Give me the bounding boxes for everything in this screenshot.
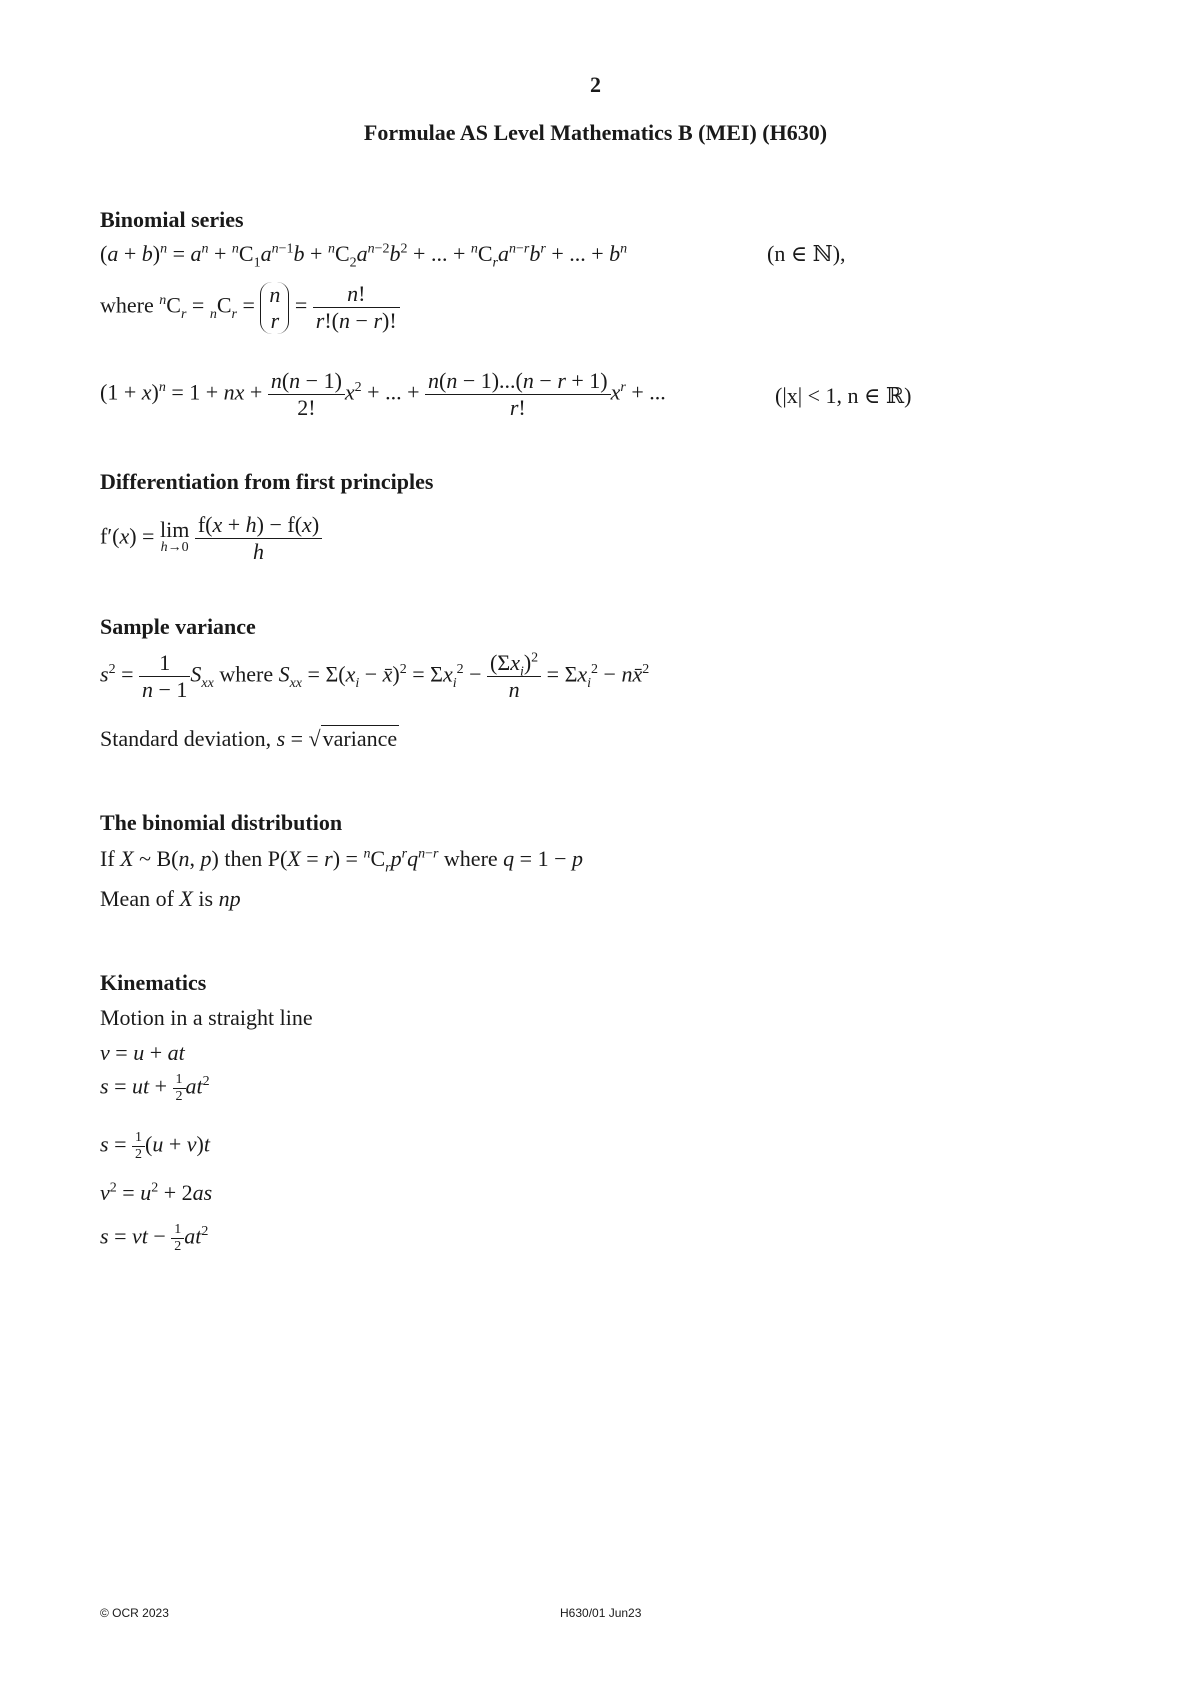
if-label: If <box>100 846 115 871</box>
binomial-expansion-formula: $(a + b)^n = a^n + ^nC_1a^{n-1}b + ^nC_2a^{n-2}b^2$ + ... + $^nC_ra^{n-r}b^r$ + ... + $b^n$ <box>100 241 628 271</box>
is-label: is <box>198 886 214 911</box>
standard-deviation-label: Standard deviation, <box>100 726 272 751</box>
footer-paper-code: H630/01 Jun23 <box>560 1606 642 1620</box>
where-label: where <box>100 292 154 318</box>
where-label: where <box>219 661 274 687</box>
suvat-equation-2: s = ut + $\frac{1}{2}$ $at^2$ <box>100 1072 210 1104</box>
binomial-coefficient-definition: where $^nC_r = _nC_r$ = n r = $\frac{n!}{r!(n - r)!}$ <box>100 281 400 334</box>
binomial-probability-formula: If X ~ B(n, p) then $P(X = r) = ^nC_rp^rq^{n-r}$ where q = 1 − p <box>100 846 583 876</box>
general-binomial-formula: $(1 + x)^n = 1$ + nx + $\frac{n(n - 1)}{2!}$ $x^2$ + ... + $\frac{n(n - 1)...(n - r + 1)}{r!}$ $x^r$ + ... <box>100 368 666 420</box>
suvat-equation-5: s = vt − $\frac{1}{2}$ $at^2$ <box>100 1222 209 1254</box>
suvat-equation-4: $v^2 = u^2 + 2as$ <box>100 1180 213 1205</box>
np-value: np <box>218 886 241 911</box>
suvat-equation-1: v = u + at <box>100 1040 185 1065</box>
differentiation-heading: Differentiation from first principles <box>100 469 434 494</box>
footer-copyright: © OCR 2023 <box>100 1606 169 1620</box>
sample-variance-heading: Sample variance <box>100 614 256 639</box>
standard-deviation-formula: Standard deviation, s = √variance <box>100 726 398 751</box>
derivative-definition-formula: f′(x) = lim h→0 $\frac{f(x + h) - f(x)}{h}$ <box>100 512 322 565</box>
binomial-distribution-heading: The binomial distribution <box>100 810 343 835</box>
binomial-condition-natural: (n ∈ ℕ), <box>767 241 846 266</box>
page-number: 2 <box>590 72 601 97</box>
page-title: Formulae AS Level Mathematics B (MEI) (H630) <box>363 120 828 145</box>
mean-of-label: Mean of <box>100 886 174 911</box>
binomial-series-heading: Binomial series <box>100 207 244 232</box>
where-label: where <box>443 846 498 871</box>
suvat-equation-3: s = $\frac{1}{2}$ (u + v)t <box>100 1130 210 1162</box>
then-label: then <box>224 846 263 871</box>
kinematics-heading: Kinematics <box>100 970 207 995</box>
sample-variance-formula: $s^2$ = $\frac{1}{n - 1}$ $S_{xx}$ where $S_{xx} = \Sigma(x_i$ − x̄)$^2$ = $\Sigma x_i^2$ − $\frac{(\Sigma x_i)^2}{n}$ = $\Sigma x_i^2$ − nx̄$^2$ <box>100 650 650 702</box>
sqrt-radicand: variance <box>322 726 398 751</box>
kinematics-subheading: Motion in a straight line <box>100 1005 313 1030</box>
binomial-mean-formula: Mean of X is np <box>100 886 241 911</box>
binomial-condition-real: (|x| < 1, n ∈ ℝ) <box>775 383 912 408</box>
